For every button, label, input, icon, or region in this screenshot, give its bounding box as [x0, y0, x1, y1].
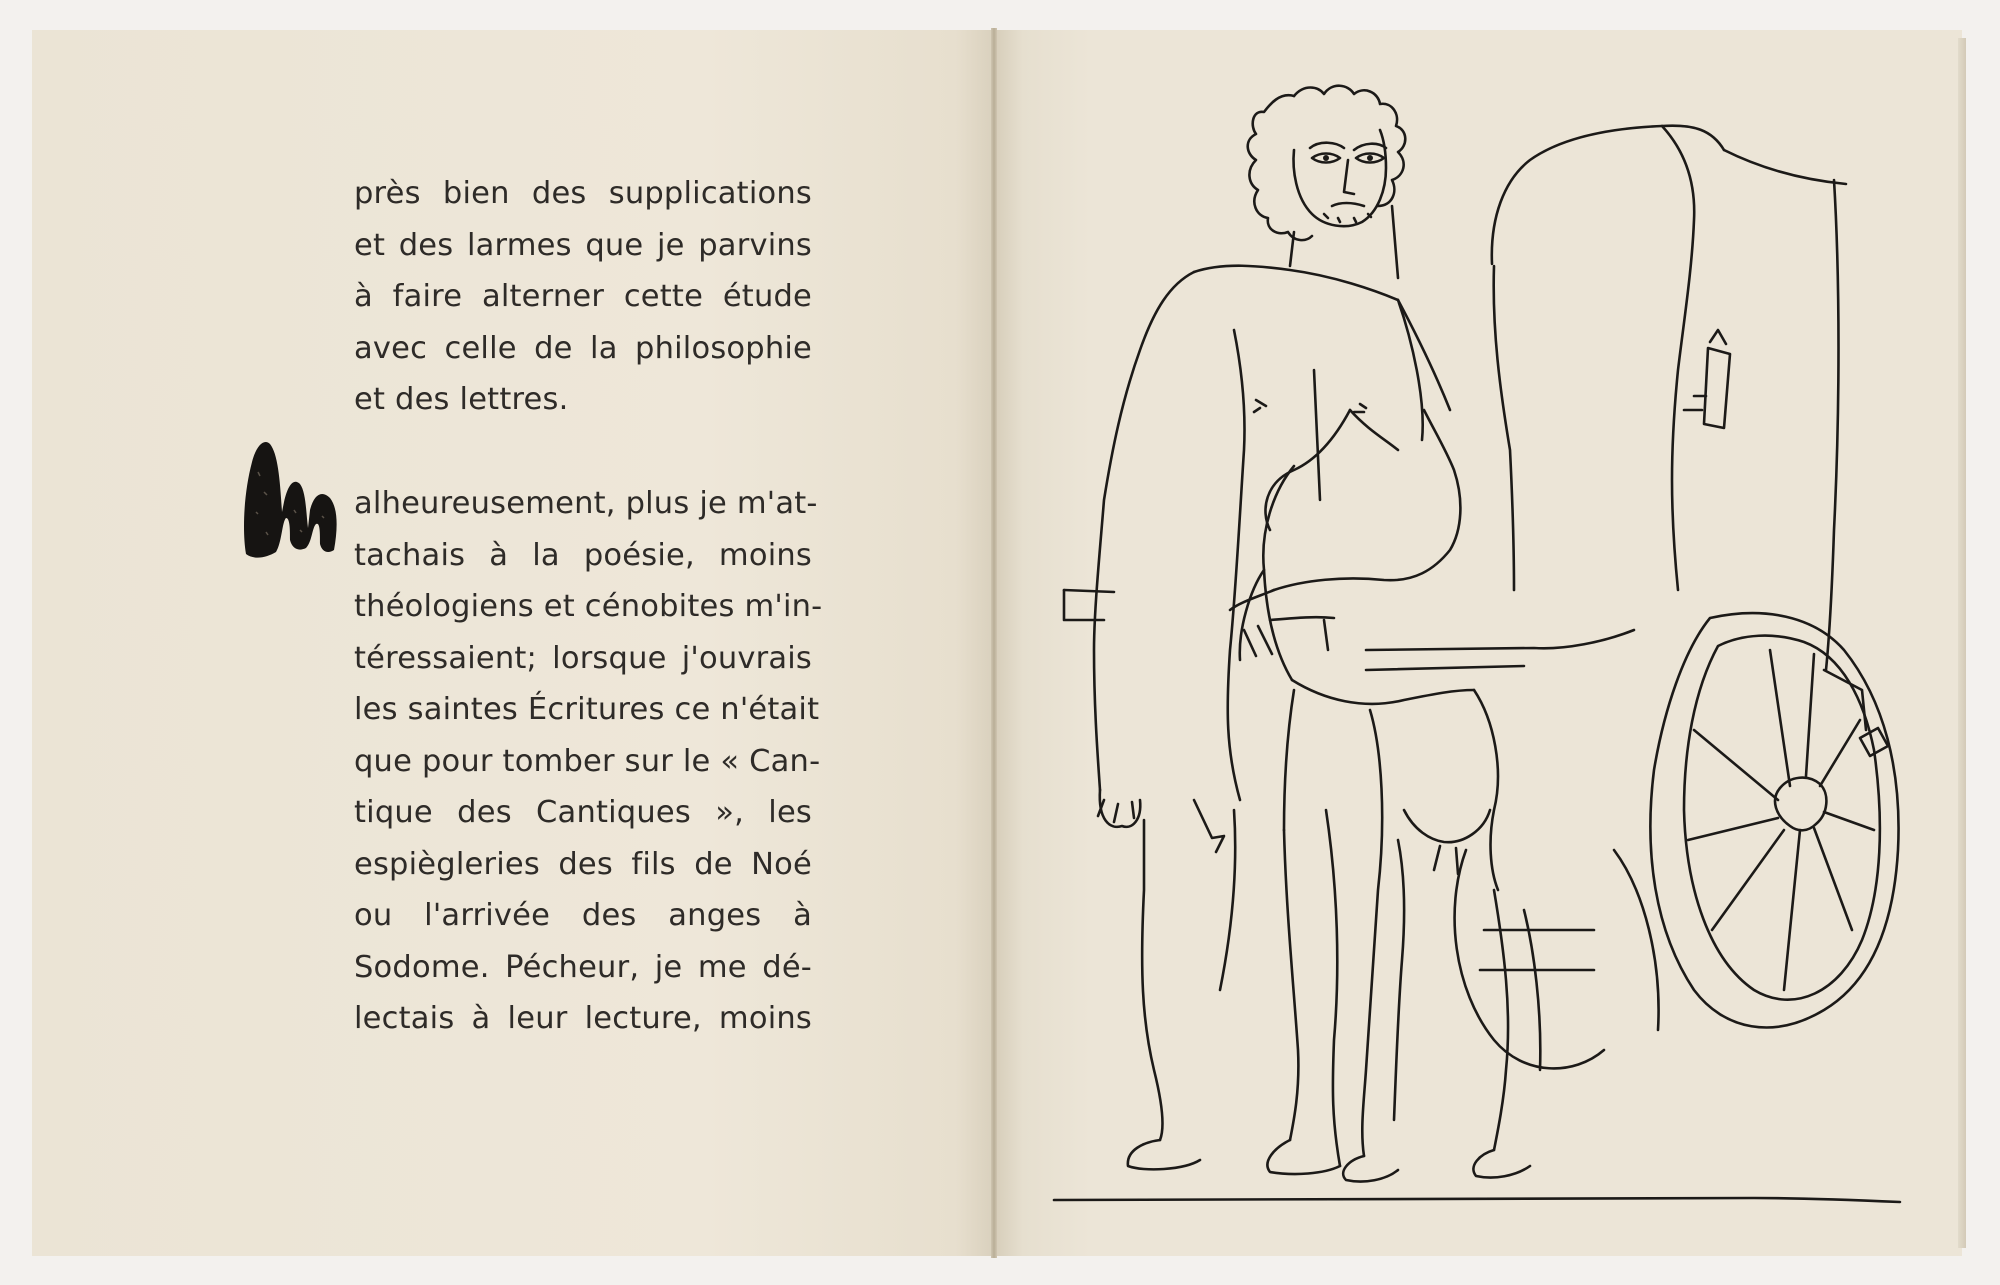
text-line: alheureusement, plus je m'at-	[354, 486, 818, 521]
text-line: avec celle de la philosophie	[354, 330, 812, 366]
text-line: lectais à leur lecture, moins	[354, 1001, 812, 1036]
text-line: ou l'arrivée des anges à	[354, 898, 812, 933]
text-line: espiègleries des fils de Noé	[354, 846, 812, 882]
ground-line	[1054, 1198, 1900, 1202]
paragraph-1	[354, 168, 812, 426]
line-drawing-illustration	[994, 30, 1962, 1256]
text-line: Sodome. Pécheur, je me dé-	[354, 949, 812, 985]
text-line: et des larmes que je parvins	[354, 227, 812, 263]
text-line: téressaient; lorsque j'ouvrais	[354, 640, 812, 676]
goat-figure	[1240, 410, 1541, 1182]
text-line: près bien des supplications	[354, 176, 812, 211]
man-head	[1248, 86, 1406, 278]
text-line: tachais à la poésie, moins	[354, 537, 812, 573]
cart-wheel	[1455, 613, 1899, 1068]
text-line: théologiens et cénobites m'in-	[354, 589, 823, 624]
text-line: les saintes Écritures ce n'était	[354, 692, 820, 727]
paragraph-2	[354, 478, 823, 1045]
man-figure	[1094, 266, 1460, 1174]
text-line: à faire alterner cette étude	[354, 279, 812, 314]
text-line: tique des Cantiques », les	[354, 795, 812, 830]
text-line: et des lettres.	[354, 382, 569, 417]
drop-cap-brush-letter	[236, 432, 344, 564]
text-line: que pour tomber sur le « Can-	[354, 743, 821, 779]
cart	[1064, 126, 1888, 756]
